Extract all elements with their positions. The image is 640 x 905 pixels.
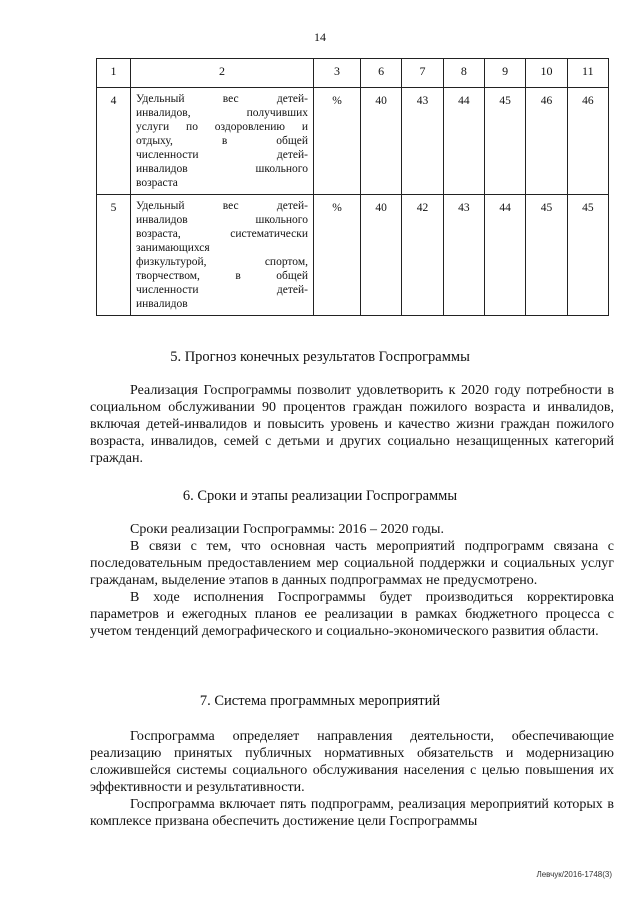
indicator-name-line: творчеством, в общей bbox=[136, 270, 308, 282]
indicator-name-line: инвалидов школьного bbox=[136, 163, 308, 175]
indicator-name-line: физкультурой, спортом, bbox=[136, 256, 308, 268]
header-cell: 8 bbox=[443, 59, 484, 88]
header-cell: 9 bbox=[484, 59, 525, 88]
indicator-name-line: возраста, систематически bbox=[136, 228, 308, 240]
header-cell: 11 bbox=[567, 59, 608, 88]
value-cell: 44 bbox=[484, 195, 525, 316]
indicator-name-line: отдыху, в общей bbox=[136, 135, 308, 147]
section-5-heading: 5. Прогноз конечных результатов Госпрограммы bbox=[170, 349, 470, 365]
indicator-name-line: Удельный вес детей- bbox=[136, 93, 308, 105]
value-cell: 42 bbox=[402, 195, 443, 316]
value-cell: 46 bbox=[567, 88, 608, 195]
value-cell: 45 bbox=[484, 88, 525, 195]
paragraph: Сроки реализации Госпрограммы: 2016 – 2020 годы. bbox=[130, 522, 444, 537]
indicator-name-line: инвалидов школьного bbox=[136, 214, 308, 226]
indicators-table bbox=[96, 58, 609, 316]
indicator-name-line: численности детей- bbox=[136, 284, 308, 296]
header-cell: 1 bbox=[97, 59, 131, 88]
table-row bbox=[97, 195, 609, 316]
value-cell: 45 bbox=[567, 195, 608, 316]
paragraph: Реализация Госпрограммы позволит удовлетворить к 2020 году потребности в социальном обслуживании 90 процентов граждан пожилого возраста и инвалидов, включая детей-инвалидов и повысить уровень и качество жизни граждан пожилого возраста, инвалидов, семей с детьми и других социально незащищенных категорий граждан. bbox=[90, 383, 614, 466]
indicator-name-line: численности детей- bbox=[136, 149, 308, 161]
indicator-name-line: возраста bbox=[136, 177, 178, 189]
section-6-heading: 6. Сроки и этапы реализации Госпрограммы bbox=[182, 488, 458, 504]
paragraph: В ходе исполнения Госпрограммы будет производиться корректировка параметров и ежегодных планов ее реализации в рамках бюджетного процесса с учетом тенденций демографического и социально-экономического развития области. bbox=[90, 590, 614, 639]
header-cell: 10 bbox=[526, 59, 567, 88]
paragraph: В связи с тем, что основная часть мероприятий подпрограмм связана с последовательным предоставлением мер социальной поддержки и социальных услуг гражданам, выделение этапов в данных подпрограммах не предусмотрено. bbox=[90, 539, 614, 588]
section-7-heading: 7. Система программных мероприятий bbox=[199, 693, 441, 709]
section-7-body bbox=[90, 728, 614, 830]
section-6-body bbox=[90, 521, 614, 640]
page-number: 14 bbox=[314, 30, 326, 44]
header-cell: 7 bbox=[402, 59, 443, 88]
unit-cell: % bbox=[314, 195, 361, 316]
value-cell: 43 bbox=[443, 195, 484, 316]
paragraph: Госпрограмма определяет направления деятельности, обеспечивающие реализацию принятых публичных нормативных обязательств и модернизацию сложившейся системы социального обслуживания населения с целью повышения их эффективности и результативности. bbox=[90, 729, 614, 795]
header-cell: 6 bbox=[361, 59, 402, 88]
value-cell: 40 bbox=[361, 195, 402, 316]
row-number: 4 bbox=[97, 88, 131, 195]
row-number: 5 bbox=[97, 195, 131, 316]
indicator-name-line: занимающихся bbox=[136, 242, 210, 254]
indicator-name-line: услуги по оздоровлению и bbox=[136, 121, 308, 133]
value-cell: 44 bbox=[443, 88, 484, 195]
indicator-name bbox=[131, 195, 314, 316]
indicator-name bbox=[131, 88, 314, 195]
table-row bbox=[97, 88, 609, 195]
indicator-name-line: инвалидов bbox=[136, 298, 188, 310]
unit-cell: % bbox=[314, 88, 361, 195]
value-cell: 45 bbox=[526, 195, 567, 316]
value-cell: 46 bbox=[526, 88, 567, 195]
table-header-row bbox=[97, 59, 609, 88]
indicator-name-line: Удельный вес детей- bbox=[136, 200, 308, 212]
section-5-body bbox=[90, 382, 614, 467]
indicator-name-line: инвалидов, получивших bbox=[136, 107, 308, 119]
value-cell: 40 bbox=[361, 88, 402, 195]
header-cell: 3 bbox=[314, 59, 361, 88]
paragraph: Госпрограмма включает пять подпрограмм, реализация мероприятий которых в комплексе призвана обеспечить достижение цели Госпрограммы bbox=[90, 797, 614, 829]
document-code: Левчук/2016-1748(3) bbox=[536, 870, 612, 879]
header-cell: 2 bbox=[131, 59, 314, 88]
value-cell: 43 bbox=[402, 88, 443, 195]
